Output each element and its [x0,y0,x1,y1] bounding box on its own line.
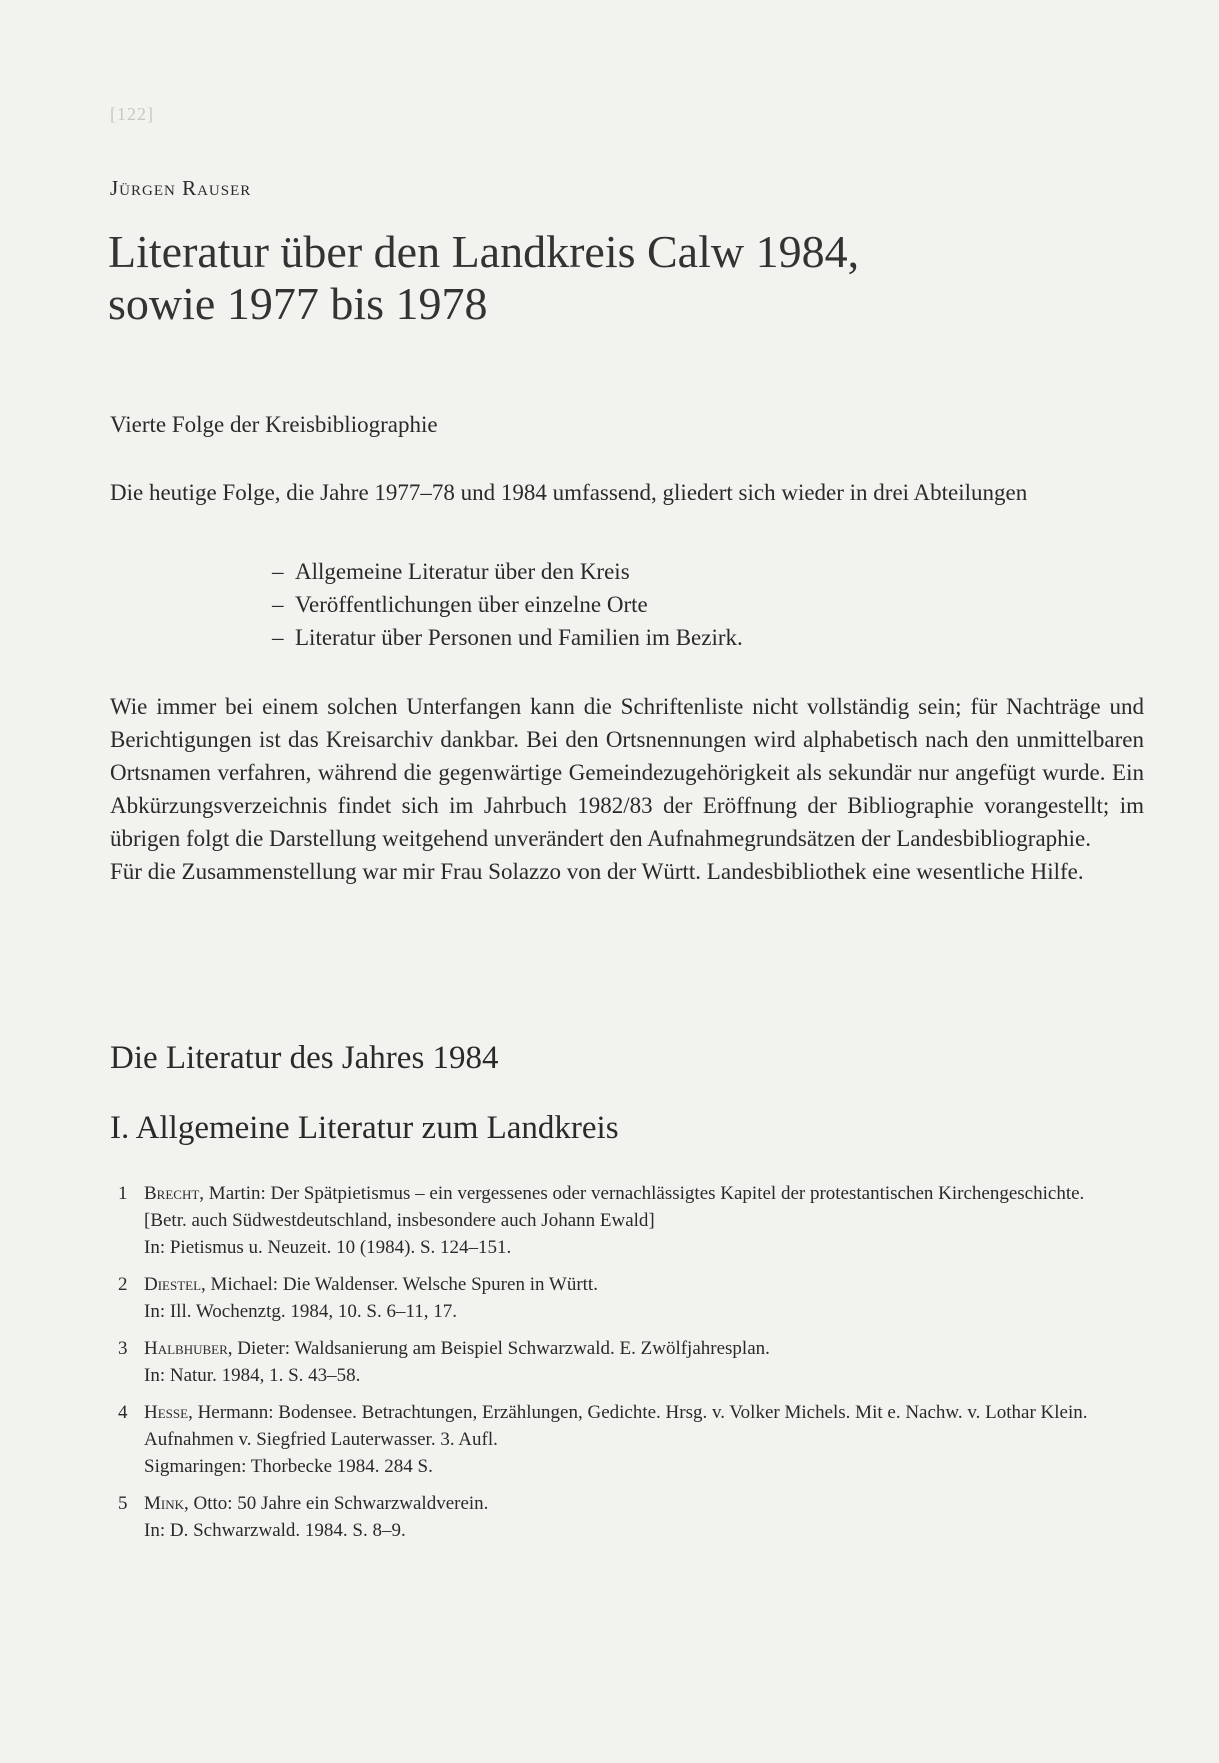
bibliography-entry [118,1490,1144,1544]
article-subtitle: Vierte Folge der Kreisbibliographie [110,412,438,437]
bibliography-entry [118,1399,1144,1480]
section-list [272,555,743,654]
title-line-1: Literatur über den Landkreis Calw 1984, [108,226,860,277]
intro-paragraph: Die heutige Folge, die Jahre 1977–78 und 1984 umfassend, gliedert sich wieder in drei Abteilungen [110,480,1028,505]
entry-number: 1 [118,1183,128,1204]
list-item: – Veröffentlichungen über einzelne Orte [272,588,743,621]
entry-text: , Martin: Der Spätpietismus – ein vergessenes oder vernachlässigtes Kapitel der protestantischen Kirchengeschichte. [199,1183,1085,1204]
body-text [110,690,1144,888]
entry-author: Hesse [144,1402,189,1423]
entry-text: , Michael: Die Waldenser. Welsche Spuren in Württ. [201,1274,598,1295]
entry-number: 5 [118,1493,128,1514]
entry-note: [Betr. auch Südwestdeutschland, insbesondere auch Johann Ewald] [144,1210,655,1231]
entry-source: Sigmaringen: Thorbecke 1984. 284 S. [144,1456,433,1477]
body-paragraph-1: Wie immer bei einem solchen Unterfangen kann die Schriftenliste nicht vollständig sein; für Nachträge und Berichtigungen ist das Kreisarchiv dankbar. Bei den Ortsnennungen wird alphabetisch nach den unmittelbaren Ortsnamen verfahren, während die gegenwärtige Gemeindezugehörigkeit als sekundär nur angefügt wurde. Ein Abkürzungsverzeichnis findet sich im Jahrbuch 1982/83 der Eröffnung der Bibliographie vorangestellt; im übrigen folgt die Darstellung weitgehend unverändert den Aufnahmegrundsätzen der Landesbibliographie. [110,694,1144,851]
section-heading: I. Allgemeine Literatur zum Landkreis [110,1110,619,1146]
entry-number: 2 [118,1274,128,1295]
title-line-2: sowie 1977 bis 1978 [108,278,488,329]
entry-number: 4 [118,1402,128,1423]
article-title [108,226,859,330]
entry-text: , Dieter: Waldsanierung am Beispiel Schwarzwald. E. Zwölfjahresplan. [227,1338,770,1359]
entry-source: In: Ill. Wochenztg. 1984, 10. S. 6–11, 17. [144,1301,457,1322]
entry-source: In: Natur. 1984, 1. S. 43–58. [144,1365,361,1386]
entry-source: In: Pietismus u. Neuzeit. 10 (1984). S. 124–151. [144,1237,512,1258]
entry-author: Diestel [144,1274,202,1295]
bibliography-entry [118,1180,1144,1261]
list-item: – Allgemeine Literatur über den Kreis [272,555,743,588]
body-paragraph-2: Für die Zusammenstellung war mir Frau Solazzo von der Württ. Landesbibliothek eine wesentliche Hilfe. [110,859,1084,884]
list-item: – Literatur über Personen und Familien im Bezirk. [272,621,743,654]
entry-author: Brecht [144,1183,200,1204]
entry-source: In: D. Schwarzwald. 1984. S. 8–9. [144,1520,406,1541]
year-heading: Die Literatur des Jahres 1984 [110,1040,499,1076]
entry-number: 3 [118,1338,128,1359]
author-name: Jürgen Rauser [110,176,252,200]
bibliography-entry [118,1271,1144,1325]
entry-text: , Hermann: Bodensee. Betrachtungen, Erzählungen, Gedichte. Hrsg. v. Volker Michels. Mit e. Nachw. v. Lothar Klein. Aufnahmen v. Siegfried Lauterwasser. 3. Aufl. [144,1402,1088,1450]
entry-text: , Otto: 50 Jahre ein Schwarzwaldverein. [184,1493,489,1514]
entry-author: Mink [144,1493,184,1514]
bibliography-entries [118,1180,1144,1554]
entry-author: Halbhuber [144,1338,228,1359]
bibliography-entry [118,1335,1144,1389]
page-number: [122] [110,104,154,124]
